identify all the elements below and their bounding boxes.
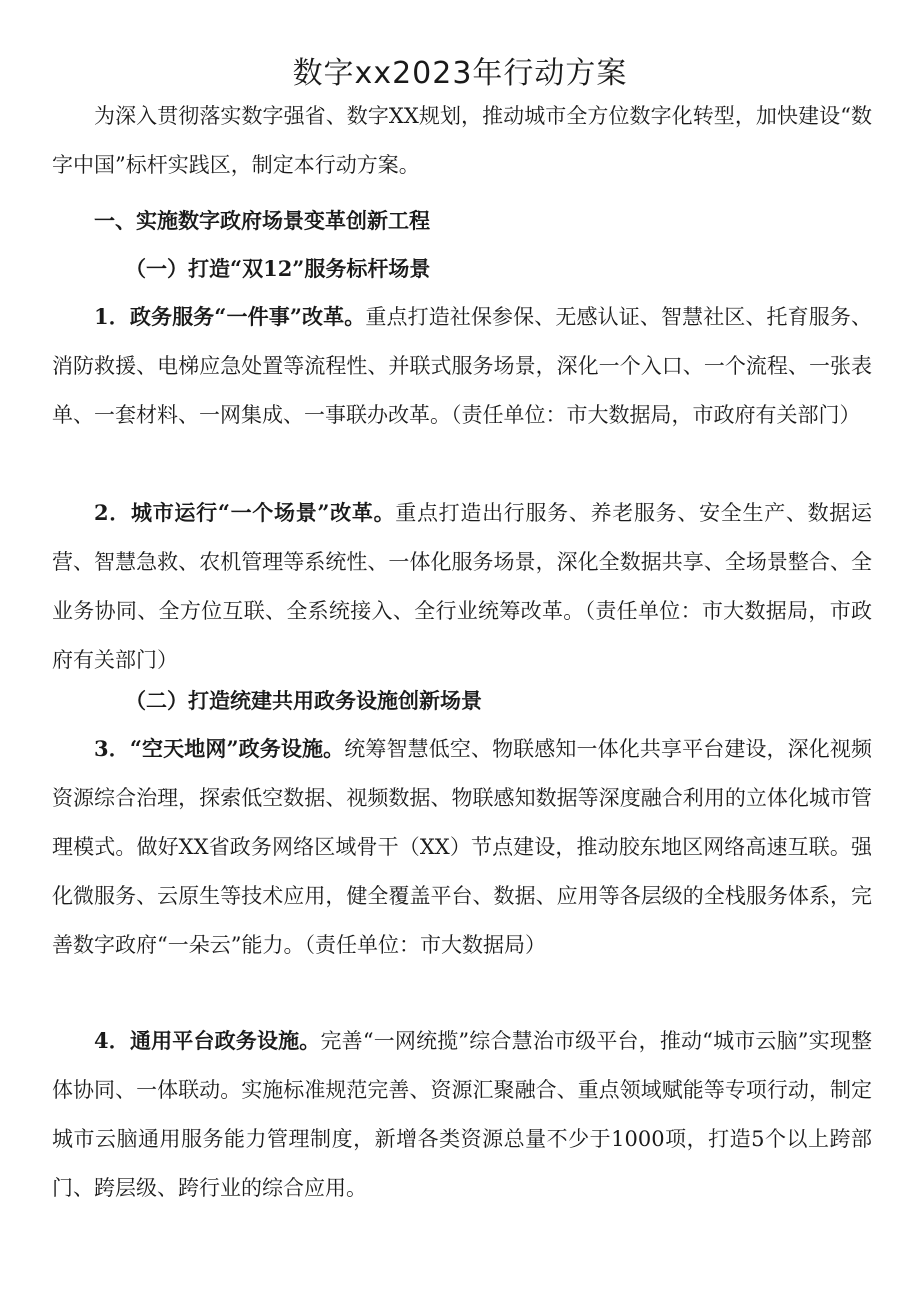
item-1-text: 重点打造社保参保、无感认证、智慧社区、托育服务、消防救援、电梯应急处置等流程性、并联式服务场景，深化一个入口、一个流程、一张表单、一套材料、一网集成、一事联办改革。（责任单位：市大数据局，市政府有关部门）	[52, 305, 872, 427]
item-1-lead: 1．政务服务“一件事”改革。	[94, 304, 366, 329]
item-2-lead: 2．城市运行“一个场景”改革。	[94, 500, 396, 525]
item-3-paragraph	[52, 724, 872, 970]
item-3-text: 统筹智慧低空、物联感知一体化共享平台建设，深化视频资源综合治理，探索低空数据、视频数据、物联感知数据等深度融合利用的立体化城市管理模式。做好XX省政务网络区域骨干（XX）节点建设，推动胶东地区网络高速互联。强化微服务、云原生等技术应用，健全覆盖平台、数据、应用等各层级的全栈服务体系，完善数字政府“一朵云”能力。（责任单位：市大数据局）	[52, 737, 872, 957]
intro-paragraph: 为深入贯彻落实数字强省、数字XX规划，推动城市全方位数字化转型，加快建设“数字中国”标杆实践区，制定本行动方案。	[52, 104, 872, 177]
subsection-2-heading: （二）打造统建共用政务设施创新场景	[125, 688, 482, 713]
document-title: 数字xx2023年行动方案	[292, 56, 628, 91]
subsection-1-heading: （一）打造“双12”服务标杆场景	[125, 256, 431, 281]
item-2-text: 重点打造出行服务、养老服务、安全生产、数据运营、智慧急救、农机管理等系统性、一体化服务场景，深化全数据共享、全场景整合、全业务协同、全方位互联、全系统接入、全行业统筹改革。（责任单位：市大数据局，市政府有关部门）	[52, 501, 872, 672]
item-2-paragraph	[52, 488, 872, 685]
section-1-heading: 一、实施数字政府场景变革创新工程	[94, 208, 430, 233]
item-3-lead: 3．“空天地网”政务设施。	[94, 736, 345, 761]
item-4-text: 完善“一网统揽”综合慧治市级平台，推动“城市云脑”实现整体协同、一体联动。实施标准规范完善、资源汇聚融合、重点领域赋能等专项行动，制定城市云脑通用服务能力管理制度，新增各类资源总量不少于1000项，打造5个以上跨部门、跨层级、跨行业的综合应用。	[52, 1029, 872, 1200]
item-1-paragraph	[52, 292, 872, 440]
item-4-paragraph	[52, 1016, 872, 1213]
item-4-lead: 4．通用平台政务设施。	[94, 1028, 321, 1053]
